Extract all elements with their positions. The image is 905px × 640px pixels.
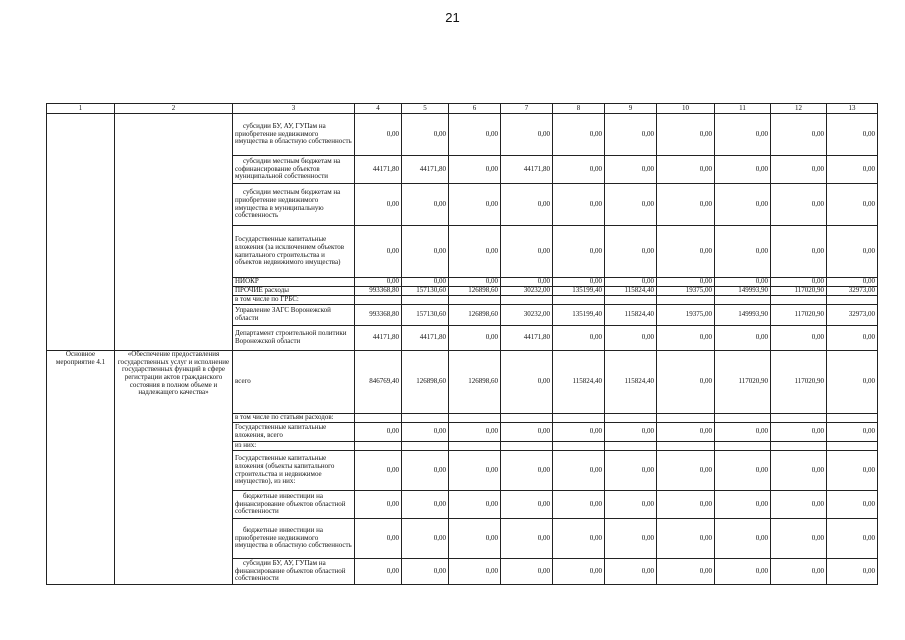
value-cell: 0,00 <box>827 184 878 226</box>
column-header-1: 1 <box>47 104 115 114</box>
table-row <box>47 114 878 156</box>
value-cell: 117020,90 <box>771 305 827 326</box>
row-label: Управление ЗАГС Воронежской области <box>233 305 355 326</box>
value-cell <box>827 296 878 305</box>
value-cell: 0,00 <box>355 519 402 559</box>
value-cell: 0,00 <box>715 156 771 184</box>
column-header-10: 10 <box>657 104 715 114</box>
value-cell: 0,00 <box>553 451 605 491</box>
budget-table <box>46 103 878 585</box>
value-cell: 0,00 <box>449 326 501 351</box>
value-cell: 0,00 <box>827 451 878 491</box>
value-cell: 0,00 <box>657 156 715 184</box>
value-cell: 0,00 <box>715 278 771 287</box>
row-label: в том числе по ГРБС: <box>233 296 355 305</box>
value-cell: 117020,90 <box>771 351 827 414</box>
column-header-6: 6 <box>449 104 501 114</box>
value-cell: 0,00 <box>827 226 878 278</box>
value-cell: 0,00 <box>715 519 771 559</box>
value-cell <box>605 442 657 451</box>
row-label: Государственные капитальные вложения (за исключением объектов капитального строительства и объектов недвижимого имущества) <box>233 226 355 278</box>
value-cell: 0,00 <box>553 559 605 585</box>
value-cell: 0,00 <box>402 559 449 585</box>
value-cell: 0,00 <box>501 351 553 414</box>
value-cell: 0,00 <box>771 114 827 156</box>
value-cell: 0,00 <box>605 451 657 491</box>
value-cell: 0,00 <box>501 559 553 585</box>
value-cell: 126898,60 <box>449 351 501 414</box>
value-cell: 0,00 <box>605 491 657 519</box>
column-header-8: 8 <box>553 104 605 114</box>
value-cell: 0,00 <box>402 423 449 442</box>
value-cell: 44171,80 <box>402 156 449 184</box>
value-cell: 0,00 <box>449 278 501 287</box>
value-cell <box>553 296 605 305</box>
empty-cell-col2 <box>115 114 233 351</box>
value-cell: 0,00 <box>657 559 715 585</box>
row-label: Государственные капитальные вложения, всего <box>233 423 355 442</box>
value-cell: 0,00 <box>605 184 657 226</box>
value-cell: 0,00 <box>657 491 715 519</box>
value-cell: 19375,00 <box>657 305 715 326</box>
value-cell: 0,00 <box>605 226 657 278</box>
value-cell <box>501 414 553 423</box>
value-cell <box>771 296 827 305</box>
column-header-2: 2 <box>115 104 233 114</box>
value-cell <box>715 442 771 451</box>
value-cell: 44171,80 <box>501 326 553 351</box>
value-cell: 19375,00 <box>657 287 715 296</box>
value-cell <box>605 296 657 305</box>
value-cell: 0,00 <box>449 451 501 491</box>
row-label: субсидии местным бюджетам на приобретение недвижимого имущества в муниципальную собственность <box>233 184 355 226</box>
value-cell: 0,00 <box>553 184 605 226</box>
value-cell: 0,00 <box>657 423 715 442</box>
value-cell: 0,00 <box>771 184 827 226</box>
value-cell: 0,00 <box>402 451 449 491</box>
value-cell: 157130,60 <box>402 287 449 296</box>
value-cell: 0,00 <box>715 491 771 519</box>
value-cell: 0,00 <box>827 559 878 585</box>
value-cell: 0,00 <box>771 559 827 585</box>
column-header-13: 13 <box>827 104 878 114</box>
column-header-4: 4 <box>355 104 402 114</box>
value-cell: 44171,80 <box>501 156 553 184</box>
value-cell: 0,00 <box>657 351 715 414</box>
value-cell: 0,00 <box>771 519 827 559</box>
value-cell: 0,00 <box>449 491 501 519</box>
value-cell: 0,00 <box>657 326 715 351</box>
value-cell: 0,00 <box>449 226 501 278</box>
value-cell: 993368,80 <box>355 287 402 296</box>
value-cell: 0,00 <box>501 519 553 559</box>
value-cell: 115824,40 <box>605 287 657 296</box>
value-cell: 0,00 <box>501 114 553 156</box>
value-cell <box>402 414 449 423</box>
value-cell: 0,00 <box>827 423 878 442</box>
value-cell: 0,00 <box>449 114 501 156</box>
value-cell: 157130,60 <box>402 305 449 326</box>
value-cell: 117020,90 <box>771 287 827 296</box>
value-cell: 0,00 <box>771 278 827 287</box>
value-cell: 32973,00 <box>827 305 878 326</box>
value-cell: 0,00 <box>827 156 878 184</box>
row-label: всего <box>233 351 355 414</box>
value-cell: 135199,40 <box>553 287 605 296</box>
value-cell: 115824,40 <box>605 305 657 326</box>
value-cell <box>355 414 402 423</box>
value-cell: 0,00 <box>355 423 402 442</box>
row-label: бюджетные инвестиции на приобретение недвижимого имущества в областную собственность <box>233 519 355 559</box>
value-cell: 993368,80 <box>355 305 402 326</box>
value-cell: 30232,00 <box>501 287 553 296</box>
value-cell: 0,00 <box>657 114 715 156</box>
value-cell: 0,00 <box>771 326 827 351</box>
column-header-12: 12 <box>771 104 827 114</box>
value-cell: 0,00 <box>715 451 771 491</box>
value-cell: 149993,90 <box>715 305 771 326</box>
row-label: Государственные капитальные вложения (объекты капитального строительства и недвижимое имущество), из них: <box>233 451 355 491</box>
value-cell: 0,00 <box>715 184 771 226</box>
value-cell: 0,00 <box>449 184 501 226</box>
value-cell: 0,00 <box>355 114 402 156</box>
value-cell: 0,00 <box>657 226 715 278</box>
value-cell: 0,00 <box>501 451 553 491</box>
row-label: Департамент строительной политики Воронежской области <box>233 326 355 351</box>
value-cell <box>449 414 501 423</box>
value-cell: 0,00 <box>501 278 553 287</box>
value-cell: 0,00 <box>715 559 771 585</box>
value-cell: 0,00 <box>827 491 878 519</box>
value-cell: 0,00 <box>771 451 827 491</box>
value-cell: 0,00 <box>355 226 402 278</box>
value-cell <box>501 296 553 305</box>
value-cell: 115824,40 <box>553 351 605 414</box>
value-cell: 0,00 <box>553 519 605 559</box>
value-cell: 0,00 <box>657 278 715 287</box>
value-cell: 115824,40 <box>605 351 657 414</box>
value-cell <box>657 442 715 451</box>
value-cell: 32973,00 <box>827 287 878 296</box>
value-cell: 0,00 <box>553 278 605 287</box>
value-cell: 0,00 <box>605 114 657 156</box>
value-cell: 0,00 <box>605 519 657 559</box>
value-cell: 0,00 <box>605 423 657 442</box>
value-cell: 0,00 <box>449 519 501 559</box>
value-cell: 44171,80 <box>355 326 402 351</box>
value-cell: 0,00 <box>827 114 878 156</box>
value-cell: 117020,90 <box>715 351 771 414</box>
value-cell: 0,00 <box>827 278 878 287</box>
value-cell: 0,00 <box>553 114 605 156</box>
value-cell: 0,00 <box>553 423 605 442</box>
value-cell: 0,00 <box>827 519 878 559</box>
measure-code: Основное мероприятие 4.1 <box>47 351 115 585</box>
value-cell: 0,00 <box>553 491 605 519</box>
value-cell: 0,00 <box>501 184 553 226</box>
value-cell: 0,00 <box>605 278 657 287</box>
value-cell <box>771 414 827 423</box>
value-cell: 0,00 <box>501 491 553 519</box>
value-cell <box>771 442 827 451</box>
value-cell: 0,00 <box>827 326 878 351</box>
row-label: ПРОЧИЕ расходы <box>233 287 355 296</box>
row-label: субсидии БУ, АУ, ГУПам на финансирование объектов областной собственности <box>233 559 355 585</box>
value-cell: 0,00 <box>553 326 605 351</box>
value-cell: 135199,40 <box>553 305 605 326</box>
value-cell <box>827 414 878 423</box>
value-cell: 0,00 <box>715 423 771 442</box>
column-header-5: 5 <box>402 104 449 114</box>
value-cell: 126898,60 <box>449 287 501 296</box>
value-cell: 0,00 <box>715 226 771 278</box>
value-cell: 0,00 <box>402 278 449 287</box>
value-cell <box>402 296 449 305</box>
value-cell: 0,00 <box>355 278 402 287</box>
value-cell <box>355 296 402 305</box>
value-cell: 0,00 <box>449 156 501 184</box>
column-header-3: 3 <box>233 104 355 114</box>
table-row <box>47 351 878 414</box>
value-cell <box>605 414 657 423</box>
column-header-7: 7 <box>501 104 553 114</box>
value-cell: 0,00 <box>657 184 715 226</box>
row-label: субсидии местным бюджетам на софинансирование объектов муниципальной собственности <box>233 156 355 184</box>
value-cell: 0,00 <box>771 226 827 278</box>
measure-title: «Обеспечение предоставления государственных услуг и исполнение государственных функций в сфере регистрации актов гражданского состояния в полном объеме и надлежащего качества» <box>115 351 233 585</box>
value-cell: 0,00 <box>827 351 878 414</box>
header-row <box>47 104 878 114</box>
column-header-11: 11 <box>715 104 771 114</box>
value-cell: 0,00 <box>355 451 402 491</box>
page-number: 21 <box>445 10 460 25</box>
row-label: НИОКР <box>233 278 355 287</box>
column-header-9: 9 <box>605 104 657 114</box>
value-cell: 0,00 <box>553 226 605 278</box>
empty-cell-col1 <box>47 114 115 351</box>
value-cell: 0,00 <box>355 559 402 585</box>
value-cell: 0,00 <box>501 423 553 442</box>
value-cell <box>355 442 402 451</box>
value-cell: 0,00 <box>501 226 553 278</box>
value-cell: 0,00 <box>355 184 402 226</box>
value-cell <box>553 414 605 423</box>
value-cell: 126898,60 <box>402 351 449 414</box>
value-cell: 0,00 <box>449 423 501 442</box>
value-cell <box>553 442 605 451</box>
row-label: бюджетные инвестиции на финансирование объектов областной собственности <box>233 491 355 519</box>
value-cell: 0,00 <box>771 491 827 519</box>
value-cell: 0,00 <box>657 451 715 491</box>
value-cell: 0,00 <box>715 326 771 351</box>
value-cell: 0,00 <box>402 226 449 278</box>
value-cell <box>449 442 501 451</box>
value-cell: 44171,80 <box>402 326 449 351</box>
value-cell: 149993,90 <box>715 287 771 296</box>
value-cell <box>715 414 771 423</box>
value-cell: 30232,00 <box>501 305 553 326</box>
value-cell: 0,00 <box>355 491 402 519</box>
value-cell: 0,00 <box>402 114 449 156</box>
value-cell: 0,00 <box>553 156 605 184</box>
value-cell <box>657 414 715 423</box>
value-cell <box>715 296 771 305</box>
value-cell: 0,00 <box>402 491 449 519</box>
value-cell: 0,00 <box>771 423 827 442</box>
value-cell <box>402 442 449 451</box>
value-cell <box>501 442 553 451</box>
row-label: субсидии БУ, АУ, ГУПам на приобретение недвижимого имущества в областную собственность <box>233 114 355 156</box>
value-cell: 0,00 <box>657 519 715 559</box>
value-cell: 0,00 <box>605 326 657 351</box>
value-cell: 44171,80 <box>355 156 402 184</box>
value-cell <box>827 442 878 451</box>
value-cell: 0,00 <box>771 156 827 184</box>
value-cell: 0,00 <box>402 519 449 559</box>
row-label: из них: <box>233 442 355 451</box>
value-cell <box>449 296 501 305</box>
row-label: в том числе по статьям расходов: <box>233 414 355 423</box>
value-cell: 0,00 <box>449 559 501 585</box>
value-cell <box>657 296 715 305</box>
value-cell: 846769,40 <box>355 351 402 414</box>
value-cell: 0,00 <box>715 114 771 156</box>
value-cell: 126898,60 <box>449 305 501 326</box>
value-cell: 0,00 <box>605 156 657 184</box>
value-cell: 0,00 <box>402 184 449 226</box>
value-cell: 0,00 <box>605 559 657 585</box>
